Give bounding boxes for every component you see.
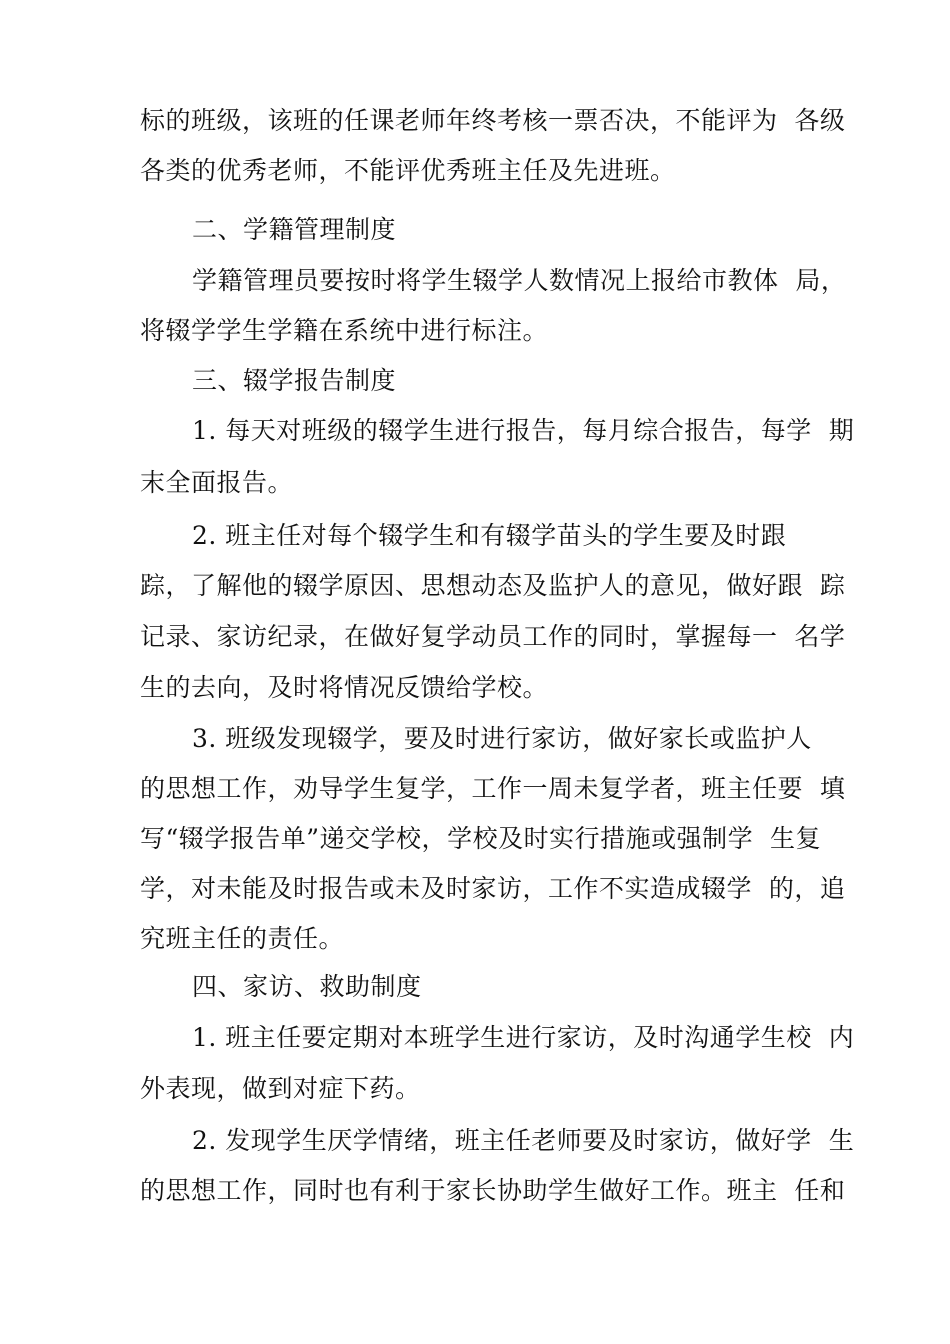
- text-line: 外表现，做到对症下药。: [140, 1074, 421, 1103]
- text-line: 究班主任的责任。: [140, 924, 345, 953]
- text-line: 标的班级，该班的任课老师年终考核一票否决，不能评为 各级: [140, 106, 846, 135]
- text-line: 学籍管理员要按时将学生辍学人数情况上报给市教体 局，: [192, 266, 847, 295]
- text-line: 2. 班主任对每个辍学生和有辍学苗头的学生要及时跟: [192, 521, 787, 550]
- text-line: 写“辍学报告单”递交学校，学校及时实行措施或强制学 生复: [140, 824, 821, 853]
- text-line: 的思想工作，同时也有利于家长协助学生做好工作。班主 任和: [140, 1176, 846, 1205]
- text-line: 记录、家访纪录，在做好复学动员工作的同时，掌握每一 名学: [140, 622, 846, 651]
- section-heading: 二、学籍管理制度: [192, 215, 397, 244]
- text-line: 2. 发现学生厌学情绪，班主任老师要及时家访，做好学 生: [192, 1126, 855, 1155]
- text-line: 3. 班级发现辍学，要及时进行家访，做好家长或监护人: [192, 724, 812, 753]
- text-line: 踪，了解他的辍学原因、思想动态及监护人的意见，做好跟 踪: [140, 571, 846, 600]
- text-line: 1. 班主任要定期对本班学生进行家访，及时沟通学生校 内: [192, 1023, 855, 1052]
- section-heading: 三、辍学报告制度: [192, 366, 397, 395]
- text-line: 将辍学学生学籍在系统中进行标注。: [140, 316, 549, 345]
- text-line: 末全面报告。: [140, 468, 294, 497]
- text-line: 学，对未能及时报告或未及时家访，工作不实造成辍学 的，追: [140, 874, 846, 903]
- text-line: 生的去向，及时将情况反馈给学校。: [140, 673, 549, 702]
- section-heading: 四、家访、救助制度: [192, 972, 422, 1001]
- text-line: 1. 每天对班级的辍学生进行报告，每月综合报告，每学 期: [192, 416, 855, 445]
- text-line: 各类的优秀老师，不能评优秀班主任及先进班。: [140, 156, 676, 185]
- text-line: 的思想工作，劝导学生复学，工作一周未复学者，班主任要 填: [140, 774, 846, 803]
